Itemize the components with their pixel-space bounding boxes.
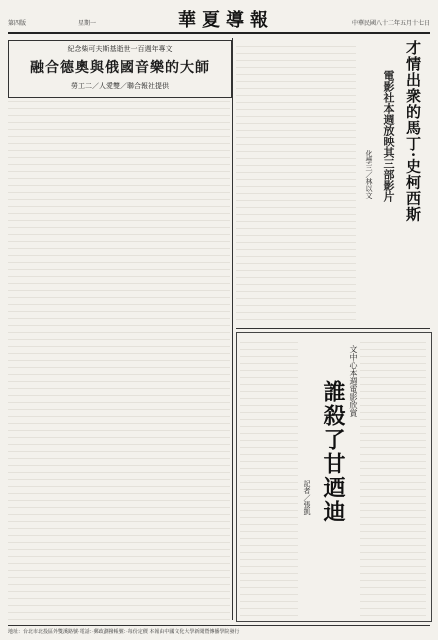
article-subheadline-jfk: 文中心本週電影欣賞 [349, 345, 358, 417]
article-byline-scorsese: 化學三／林以文 [365, 150, 373, 199]
article-byline: 勞工二／人愛雙／聯合報社提供 [71, 82, 169, 90]
article-body-scorsese [236, 40, 356, 320]
article-body-tchaikovsky [8, 100, 230, 620]
article-kicker: 紀念柴可夫斯基逝世一百週年專文 [67, 45, 173, 53]
article-byline-jfk: 記者／張凱 [303, 480, 311, 515]
article-header-tchaikovsky [8, 40, 232, 98]
article-headline-scorsese: 才情出衆的馬丁·史柯西斯 [404, 40, 422, 223]
masthead [8, 6, 430, 34]
column-divider [232, 38, 233, 620]
footer-info: 地址：台北市北投區外雙溪路號·電話：·郵政劃撥帳號：·每份定價 本報由中國文化大學新聞暨傳播學院發行 [8, 625, 430, 635]
newspaper-title: 華夏導報 [178, 10, 274, 31]
article-body-jfk-right [360, 336, 426, 616]
article-body-jfk [240, 336, 298, 616]
section-divider [236, 328, 430, 329]
article-headline-jfk: 誰殺了甘迺迪 [320, 380, 346, 524]
issue-label: 星期一 [78, 20, 97, 27]
article-subheadline-scorsese: 電影社本週放映其三部影片 [382, 70, 395, 202]
page-label: 第四版 [8, 20, 27, 27]
article-headline: 融合德奧與俄國音樂的大師 [30, 60, 210, 76]
issue-date: 中華民國八十二年五月十七日 [351, 20, 430, 27]
